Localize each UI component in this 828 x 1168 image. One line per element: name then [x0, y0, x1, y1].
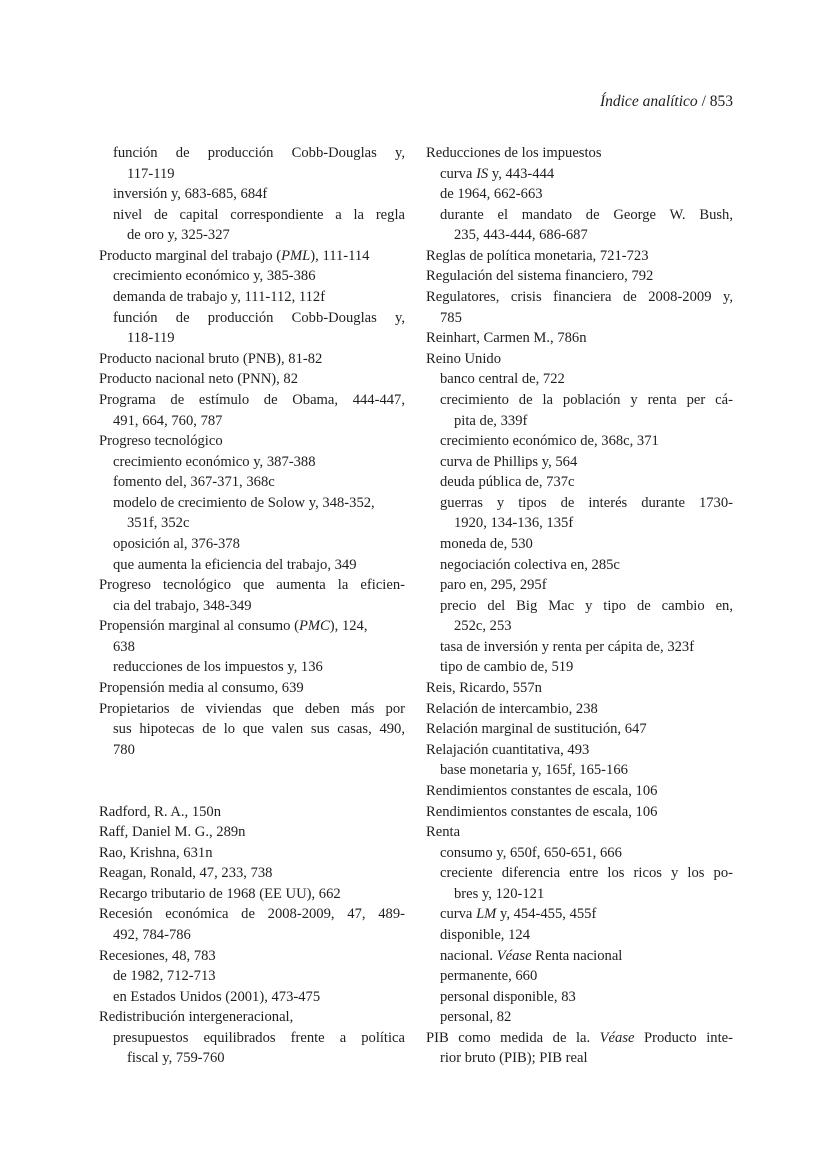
index-entry-line [99, 946, 405, 967]
entry-text: Relajación cuantitativa, 493 [426, 741, 590, 758]
entry-text: guerras y tipos de interés durante 1730- [440, 494, 733, 511]
index-subentry-line [99, 411, 405, 432]
entry-text: crecimiento económico de, 368c, 371 [440, 433, 659, 450]
index-continuation-line [99, 164, 405, 185]
entry-text: 252c, 253 [454, 618, 512, 635]
entry-text: banco central de, 722 [440, 371, 565, 388]
index-entry-line [426, 740, 733, 761]
entry-text: negociación colectiva en, 285c [440, 556, 620, 573]
index-subentry-line [99, 637, 405, 658]
page-number: 853 [709, 93, 733, 110]
index-continuation-line [426, 513, 733, 534]
index-subentry-line [99, 308, 405, 329]
index-entry-line [99, 843, 405, 864]
entry-text: Regulatores, crisis financiera de 2008-2009 y, [426, 289, 733, 306]
index-subentry-line [426, 904, 733, 925]
italic-text: Véase [599, 1029, 635, 1046]
entry-text: base monetaria y, 165f, 165-166 [440, 762, 628, 779]
index-subentry-line [99, 452, 405, 473]
index-entry-line [426, 287, 733, 308]
index-subentry-line [99, 534, 405, 555]
entry-text: Renta nacional [531, 947, 623, 964]
entry-text: Redistribución intergeneracional, [99, 1009, 294, 1026]
entry-text: oposición al, 376-378 [113, 535, 240, 552]
index-column-left [99, 143, 405, 1069]
index-subentry-line [99, 987, 405, 1008]
entry-text: modelo de crecimiento de Solow y, 348-352, [113, 494, 375, 511]
entry-text: Rendimientos constantes de escala, 106 [426, 803, 658, 820]
index-subentry-line [426, 534, 733, 555]
entry-text: Reagan, Ronald, 47, 233, 738 [99, 865, 273, 882]
index-entry-line [99, 369, 405, 390]
entry-text: Rendimientos constantes de escala, 106 [426, 782, 658, 799]
index-subentry-line [99, 266, 405, 287]
entry-text: función de producción Cobb-Douglas y, [113, 145, 405, 161]
index-subentry-line [426, 164, 733, 185]
entry-text: Progreso tecnológico que aumenta la eficien- [99, 577, 405, 594]
index-entry-line [99, 431, 405, 452]
blank-line [99, 781, 405, 802]
index-entry-line [99, 678, 405, 699]
index-subentry-line [426, 760, 733, 781]
index-entry-line [99, 575, 405, 596]
index-subentry-line [99, 205, 405, 226]
index-subentry-line [99, 184, 405, 205]
entry-text: Recesiones, 48, 783 [99, 947, 216, 964]
entry-text: ), 124, [329, 618, 368, 635]
index-subentry-line [426, 987, 733, 1008]
italic-text: IS [476, 165, 489, 182]
entry-text: tasa de inversión y renta per cápita de, 323f [440, 638, 695, 655]
entry-text: PIB como medida de la. [426, 1029, 600, 1046]
index-subentry-line [426, 205, 733, 226]
entry-text: personal, 82 [440, 1009, 512, 1026]
entry-text: Relación de intercambio, 238 [426, 700, 598, 717]
index-entry-line [426, 246, 733, 267]
entry-text: deuda pública de, 737c [440, 474, 575, 491]
entry-text: pita de, 339f [454, 412, 528, 429]
entry-text: curva [440, 906, 477, 923]
entry-text: rior bruto (PIB); PIB real [440, 1050, 588, 1067]
index-entry-line [426, 328, 733, 349]
index-subentry-line [426, 390, 733, 411]
index-subentry-line [426, 308, 733, 329]
entry-text: función de producción Cobb-Douglas y, [113, 309, 405, 326]
index-subentry-line [99, 287, 405, 308]
entry-text: Raff, Daniel M. G., 289n [99, 824, 246, 841]
entry-text: 785 [440, 309, 462, 326]
entry-text: presupuestos equilibrados frente a política [113, 1029, 405, 1046]
entry-text: Reglas de política monetaria, 721-723 [426, 247, 649, 264]
index-continuation-line [99, 225, 405, 246]
entry-text: Radford, R. A., 150n [99, 803, 222, 820]
index-subentry-line [426, 657, 733, 678]
entry-text: Producto nacional bruto (PNB), 81-82 [99, 350, 323, 367]
entry-text: precio del Big Mac y tipo de cambio en, [440, 597, 733, 614]
entry-text: 491, 664, 760, 787 [113, 412, 223, 429]
entry-text: Renta [426, 824, 461, 841]
index-subentry-line [426, 369, 733, 390]
entry-text: Propensión media al consumo, 639 [99, 680, 304, 697]
index-entry-line [99, 802, 405, 823]
index-entry-line [426, 143, 733, 164]
index-entry-line [426, 678, 733, 699]
entry-text: Reis, Ricardo, 557n [426, 680, 542, 697]
entry-text: tipo de cambio de, 519 [440, 659, 574, 676]
entry-text: personal disponible, 83 [440, 988, 576, 1005]
entry-text: 492, 784-786 [113, 926, 191, 943]
entry-text: consumo y, 650f, 650-651, 666 [440, 844, 622, 861]
entry-text: Propensión marginal al consumo ( [99, 618, 299, 635]
entry-text: Regulación del sistema financiero, 792 [426, 268, 654, 285]
entry-text: Producto nacional neto (PNN), 82 [99, 371, 299, 388]
index-column-right [426, 143, 733, 1069]
entry-text: Reino Unido [426, 350, 501, 367]
entry-text: bres y, 120-121 [454, 885, 545, 902]
entry-text: y, 454-455, 455f [496, 906, 597, 923]
entry-text: permanente, 660 [440, 968, 538, 985]
entry-text: reducciones de los impuestos y, 136 [113, 659, 323, 676]
entry-text: 638 [113, 638, 135, 655]
running-head-title: Índice analítico [599, 93, 698, 110]
entry-text: cia del trabajo, 348-349 [113, 597, 252, 614]
running-head [600, 93, 733, 111]
index-subentry-line [426, 184, 733, 205]
index-subentry-line [426, 452, 733, 473]
index-entry-line [426, 266, 733, 287]
index-entry-line [426, 781, 733, 802]
entry-text: Propietarios de viviendas que deben más por [99, 700, 405, 717]
entry-text: y, 443-444 [488, 165, 555, 182]
running-head-separator: / [697, 93, 710, 110]
index-subentry-line [426, 1007, 733, 1028]
entry-text: 235, 443-444, 686-687 [454, 227, 588, 244]
index-entry-line [99, 390, 405, 411]
index-subentry-line [426, 637, 733, 658]
entry-text: de 1982, 712-713 [113, 968, 216, 985]
italic-text: PMC [298, 618, 330, 635]
entry-text: 118-119 [127, 330, 175, 347]
index-subentry-line [99, 493, 405, 514]
entry-text: demanda de trabajo y, 111-112, 112f [113, 289, 326, 306]
index-subentry-line [99, 740, 405, 761]
entry-text: en Estados Unidos (2001), 473-475 [113, 988, 321, 1005]
entry-text: creciente diferencia entre los ricos y los po- [440, 865, 733, 882]
entry-text: fiscal y, 759-760 [127, 1050, 225, 1067]
entry-text: nivel de capital correspondiente a la regla [113, 206, 405, 223]
entry-text: Recesión económica de 2008-2009, 47, 489- [99, 906, 405, 923]
index-continuation-line [99, 328, 405, 349]
index-entry-line [99, 863, 405, 884]
index-subentry-line [426, 431, 733, 452]
entry-text: Programa de estímulo de Obama, 444-447, [99, 391, 405, 408]
index-subentry-line [99, 1028, 405, 1049]
entry-text: disponible, 124 [440, 926, 530, 943]
entry-text: que aumenta la eficiencia del trabajo, 349 [113, 556, 357, 573]
index-entry-line [426, 802, 733, 823]
index-subentry-line [426, 472, 733, 493]
index-entry-line [99, 616, 405, 637]
entry-text: de 1964, 662-663 [440, 186, 543, 203]
entry-text: curva [440, 165, 477, 182]
entry-text: de oro y, 325-327 [127, 227, 230, 244]
index-continuation-line [426, 411, 733, 432]
entry-text: 1920, 134-136, 135f [454, 515, 574, 532]
entry-text: Progreso tecnológico [99, 433, 223, 450]
index-subentry-line [99, 719, 405, 740]
entry-text: inversión y, 683-685, 684f [113, 186, 268, 203]
entry-text: Recargo tributario de 1968 (EE UU), 662 [99, 885, 341, 902]
blank-line [99, 760, 405, 781]
entry-text: crecimiento económico y, 387-388 [113, 453, 316, 470]
index-subentry-line [426, 1048, 733, 1069]
entry-text: Reinhart, Carmen M., 786n [426, 330, 587, 347]
entry-text: sus hipotecas de lo que valen sus casas, 490, [113, 721, 405, 738]
index-subentry-line [426, 596, 733, 617]
index-entry-line [99, 884, 405, 905]
entry-text: curva de Phillips y, 564 [440, 453, 578, 470]
index-subentry-line [426, 946, 733, 967]
index-subentry-line [99, 472, 405, 493]
index-entry-line [99, 246, 405, 267]
italic-text: Véase [496, 947, 532, 964]
index-subentry-line [426, 863, 733, 884]
index-subentry-line [99, 596, 405, 617]
index-entry-line [99, 1007, 405, 1028]
index-entry-line [99, 904, 405, 925]
index-entry-line [99, 349, 405, 370]
entry-text: durante el mandato de George W. Bush, [440, 206, 733, 223]
index-subentry-line [99, 966, 405, 987]
entry-text: 780 [113, 741, 135, 758]
entry-text: crecimiento de la población y renta per cá- [440, 391, 733, 408]
italic-text: PML [281, 247, 311, 264]
entry-text: moneda de, 530 [440, 535, 533, 552]
entry-text: Producto marginal del trabajo ( [99, 247, 282, 264]
entry-text: Rao, Krishna, 631n [99, 844, 213, 861]
entry-text: fomento del, 367-371, 368c [113, 474, 275, 491]
index-subentry-line [99, 143, 405, 164]
entry-text: nacional. [440, 947, 497, 964]
italic-text: LM [476, 906, 497, 923]
index-entry-line [426, 349, 733, 370]
index-subentry-line [426, 575, 733, 596]
index-subentry-line [426, 493, 733, 514]
index-entry-line [426, 699, 733, 720]
index-entry-line [426, 822, 733, 843]
index-subentry-line [99, 657, 405, 678]
entry-text: paro en, 295, 295f [440, 577, 547, 594]
entry-text: Reducciones de los impuestos [426, 145, 602, 161]
index-continuation-line [99, 1048, 405, 1069]
index-subentry-line [99, 555, 405, 576]
entry-text: crecimiento económico y, 385-386 [113, 268, 316, 285]
index-subentry-line [426, 843, 733, 864]
entry-text: 117-119 [127, 165, 175, 182]
index-continuation-line [426, 884, 733, 905]
index-subentry-line [426, 925, 733, 946]
index-continuation-line [99, 513, 405, 534]
entry-text: 351f, 352c [127, 515, 190, 532]
index-entry-line [426, 1028, 733, 1049]
entry-text: Producto inte- [634, 1029, 733, 1046]
entry-text: ), 111-114 [310, 247, 370, 264]
index-continuation-line [426, 225, 733, 246]
index-entry-line [426, 719, 733, 740]
index-subentry-line [99, 925, 405, 946]
index-continuation-line [426, 616, 733, 637]
index-entry-line [99, 699, 405, 720]
index-subentry-line [426, 555, 733, 576]
index-entry-line [99, 822, 405, 843]
entry-text: Relación marginal de sustitución, 647 [426, 721, 647, 738]
index-subentry-line [426, 966, 733, 987]
